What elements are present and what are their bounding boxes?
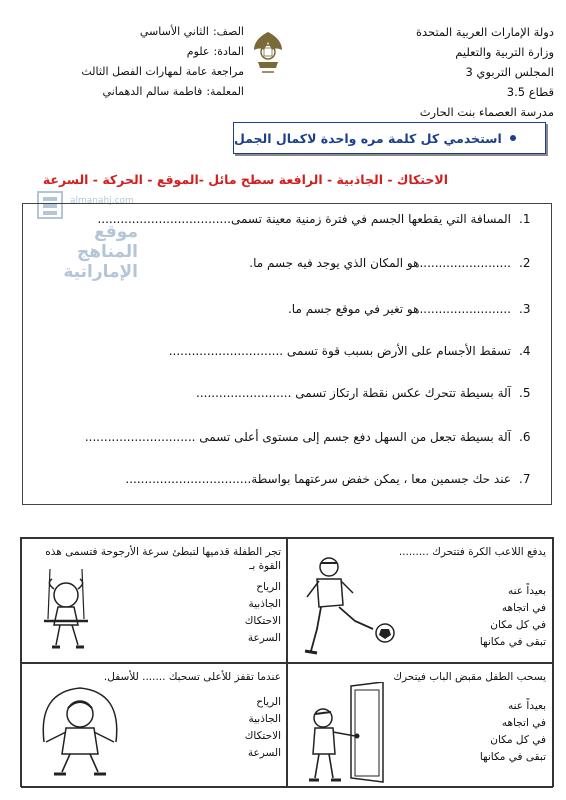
mcq-options bbox=[245, 579, 281, 647]
question-text: آلة بسيطة تجعل من السهل دفع جسم إلى مستوى أعلى تسمى ............................. bbox=[84, 430, 511, 444]
teacher-label: المعلمة: bbox=[206, 85, 244, 98]
mcq-option[interactable]: في اتجاهه bbox=[501, 717, 546, 729]
question-text: ........................هو المكان الذي يوجد فيه جسم ما. bbox=[249, 256, 511, 270]
mcq-option[interactable]: الاحتكاك bbox=[244, 730, 281, 742]
question-text: المسافة التي يقطعها الجسم في فترة زمنية معينة تسمى................................... bbox=[97, 212, 511, 226]
question-item bbox=[59, 256, 539, 270]
soccer-player-icon bbox=[297, 553, 397, 661]
question-number: 3. bbox=[519, 302, 531, 316]
mcq-option[interactable]: السرعة bbox=[247, 632, 281, 644]
instruction-box bbox=[233, 122, 546, 154]
teacher-value: فاطمة سالم الدهماني bbox=[102, 85, 203, 98]
mcq-option[interactable]: السرعة bbox=[247, 747, 281, 759]
mcq-option[interactable]: في كل مكان bbox=[490, 734, 546, 746]
watermark-arabic: موقع المناهج الإماراتية bbox=[63, 222, 138, 282]
mcq-option[interactable]: تبقى في مكانها bbox=[479, 751, 546, 763]
uae-emblem-icon bbox=[250, 28, 286, 74]
mcq-cell-soccer bbox=[286, 538, 553, 663]
mcq-option[interactable]: في كل مكان bbox=[490, 619, 546, 631]
mcq-options bbox=[480, 698, 546, 766]
boy-door-icon bbox=[297, 682, 387, 786]
question-item bbox=[59, 472, 539, 486]
girl-swing-icon bbox=[32, 569, 102, 657]
question-number: 1. bbox=[519, 212, 531, 226]
mcq-options bbox=[245, 694, 281, 762]
review-title: مراجعة عامة لمهارات الفصل الثالث bbox=[81, 65, 244, 78]
mcq-cell-door bbox=[286, 663, 553, 788]
watermark-site: almanahj.com bbox=[70, 196, 134, 206]
mcq-option[interactable]: الرياح bbox=[256, 581, 281, 593]
mcq-cell-swing bbox=[21, 538, 288, 663]
mcq-prompt: يدفع اللاعب الكرة فتتحرك ......... bbox=[398, 546, 546, 558]
sector-line: قطاع 3.5 bbox=[506, 85, 554, 99]
subject-label: المادة: bbox=[213, 45, 244, 58]
mcq-option[interactable]: بعيداً عنه bbox=[508, 700, 546, 712]
school-line: مدرسة العصماء بنت الحارث bbox=[419, 105, 554, 119]
jump-rope-icon bbox=[32, 682, 128, 786]
mcq-option[interactable]: بعيداً عنه bbox=[508, 585, 546, 597]
bullet-icon bbox=[510, 135, 516, 141]
mcq-option[interactable]: في اتجاهه bbox=[501, 602, 546, 614]
mcq-prompt: عندما تقفز للأعلى تسحبك ....... للأسفل. bbox=[103, 671, 281, 683]
question-number: 2. bbox=[519, 256, 531, 270]
class-info bbox=[14, 22, 244, 102]
mcq-option[interactable]: الجاذبية bbox=[248, 598, 281, 610]
question-number: 5. bbox=[519, 386, 531, 400]
question-text: تسقط الأجسام على الأرض بسبب قوة تسمى .............................. bbox=[168, 344, 511, 358]
question-number: 4. bbox=[519, 344, 531, 358]
mcq-option[interactable]: الاحتكاك bbox=[244, 615, 281, 627]
mcq-prompt: يسحب الطفل مقبض الباب فيتحرك bbox=[393, 671, 546, 683]
question-text: آلة بسيطة تتحرك عكس نقطة ارتكاز تسمى ......................... bbox=[196, 386, 511, 400]
question-item bbox=[59, 344, 539, 358]
grade-value: الثاني الأساسي bbox=[139, 25, 209, 38]
question-text: عند حك جسمين معا ، يمكن خفض سرعتهما بواسطة................................. bbox=[125, 472, 511, 486]
question-item bbox=[59, 302, 539, 316]
country-line: دولة الإمارات العربية المتحدة bbox=[415, 25, 554, 39]
mcq-option[interactable]: تبقى في مكانها bbox=[479, 636, 546, 648]
picture-questions-grid bbox=[20, 537, 554, 787]
grade-label: الصف: bbox=[212, 25, 244, 38]
mcq-option[interactable]: الجاذبية bbox=[248, 713, 281, 725]
fill-in-questions bbox=[22, 203, 552, 505]
question-number: 7. bbox=[519, 472, 531, 486]
instruction-text: استخدمي كل كلمة مره واحدة لاكمال الجمل bbox=[234, 130, 502, 146]
question-number: 6. bbox=[519, 430, 531, 444]
word-bank: الاحتكاك - الجاذبية - الرافعة سطح مائل -الموقع - الحركة - السرعة bbox=[42, 172, 448, 187]
mcq-cell-jump bbox=[21, 663, 288, 788]
question-item bbox=[59, 430, 539, 444]
mcq-options bbox=[480, 583, 546, 651]
mcq-option[interactable]: الرياح bbox=[256, 696, 281, 708]
council-line: المجلس التربوي 3 bbox=[465, 65, 554, 79]
mcq-prompt: تجر الطفلة قدميها لتبطئ سرعة الأرجوحة فتسمى هذه القوة بـ bbox=[45, 546, 281, 572]
ministry-line: وزارة التربية والتعليم bbox=[455, 45, 554, 59]
school-header bbox=[384, 22, 554, 122]
question-item bbox=[59, 212, 539, 226]
question-text: ........................هو تغير في موقع جسم ما. bbox=[287, 302, 511, 316]
question-item bbox=[59, 386, 539, 400]
subject-value: علوم bbox=[186, 45, 210, 58]
